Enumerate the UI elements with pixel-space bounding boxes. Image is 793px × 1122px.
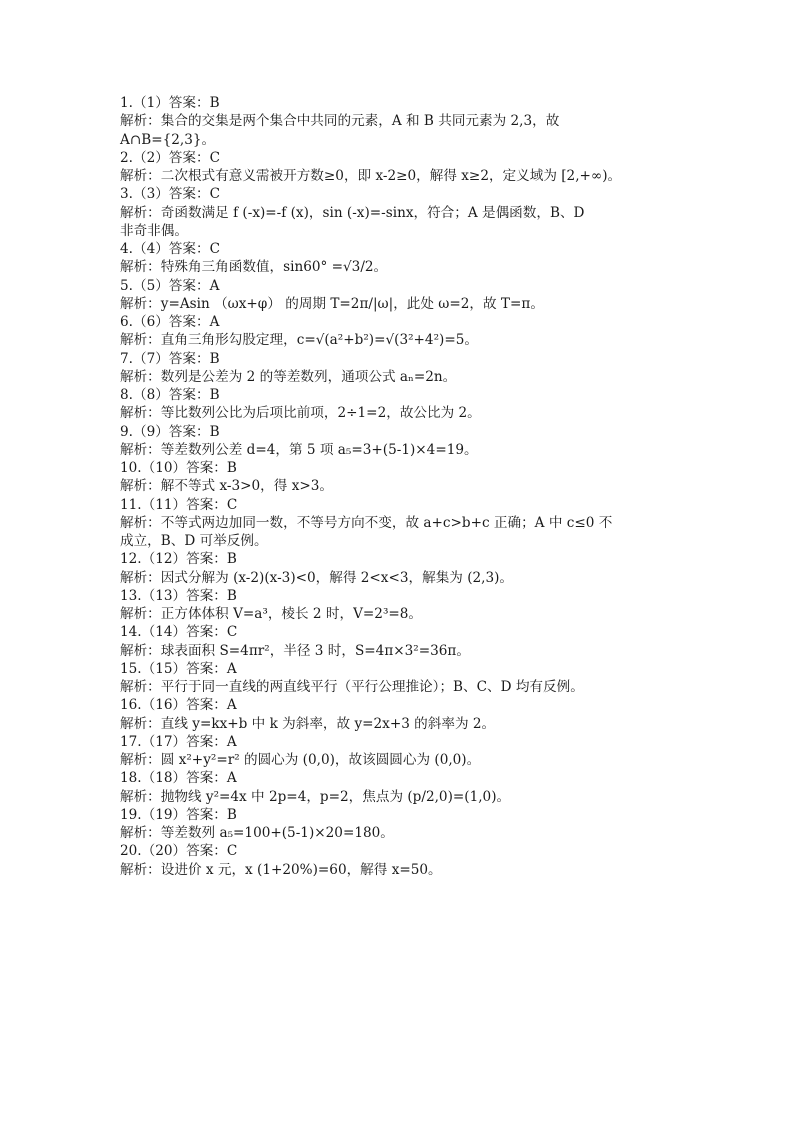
answer-header: 11.（11）答案：C (120, 496, 238, 513)
explanation-line: 解析：球表面积 S=4πr²，半径 3 时，S=4π×3²=36π。 (120, 642, 470, 659)
explanation-line: 解析：设进价 x 元，x (1+20%)=60，解得 x=50。 (120, 861, 442, 878)
explanation-line: 非奇非偶。 (120, 222, 188, 239)
answer-item (120, 587, 680, 624)
explanation-line: 解析：数列是公差为 2 的等差数列，通项公式 aₙ=2n。 (120, 368, 457, 385)
answer-item (120, 842, 680, 879)
explanation-line: 解析：等差数列 a₅=100+(5-1)×20=180。 (120, 825, 394, 841)
explanation-line: 解析：因式分解为 (x-2)(x-3)<0，解得 2<x<3，解集为 (2,3)。 (120, 569, 514, 586)
answer-header: 4.（4）答案：C (120, 241, 220, 257)
answer-header: 5.（5）答案：A (120, 277, 220, 294)
answer-header: 20.（20）答案：C (120, 843, 238, 860)
explanation-line: 解析：正方体体积 V=a³，棱长 2 时，V=2³=8。 (120, 606, 423, 622)
answer-header: 2.（2）答案：C (120, 149, 220, 166)
answer-item (120, 94, 680, 149)
answer-item (120, 149, 680, 186)
answer-item (120, 660, 680, 697)
answer-header: 6.（6）答案：A (120, 314, 220, 330)
answer-header: 13.（13）答案：B (120, 587, 237, 604)
answer-item (120, 459, 680, 496)
answer-header: 14.（14）答案：C (120, 624, 238, 641)
answer-item (120, 313, 680, 350)
answer-item (120, 696, 680, 733)
explanation-line: 解析：y=Asin （ωx+φ） 的周期 T=2π/|ω|，此处 ω=2，故 T=π。 (120, 295, 544, 312)
answer-item (120, 496, 680, 551)
answer-item (120, 806, 680, 843)
explanation-line: 解析：特殊角三角函数值，sin60° =√3/2。 (120, 259, 388, 276)
explanation-line: 解析：集合的交集是两个集合中共同的元素，A 和 B 共同元素为 2,3，故 (120, 113, 560, 130)
explanation-line: 解析：直角三角形勾股定理，c=√(a²+b²)=√(3²+4²)=5。 (120, 332, 478, 349)
explanation-line: A∩B={2,3}。 (120, 131, 216, 148)
explanation-line: 解析：二次根式有意义需被开方数≥0，即 x-2≥0，解得 x≥2，定义域为 [2,+∞)。 (120, 168, 622, 184)
answer-item (120, 386, 680, 423)
explanation-line: 成立，B、D 可举反例。 (120, 533, 268, 549)
answer-header: 18.（18）答案：A (120, 770, 237, 787)
answer-item (120, 769, 680, 806)
answer-item (120, 550, 680, 587)
explanation-line: 解析：直线 y=kx+b 中 k 为斜率，故 y=2x+3 的斜率为 2。 (120, 715, 496, 732)
answer-item (120, 240, 680, 277)
answer-item (120, 623, 680, 660)
answer-header: 12.（12）答案：B (120, 551, 237, 568)
explanation-line: 解析：圆 x²+y²=r² 的圆心为 (0,0)，故该圆圆心为 (0,0)。 (120, 752, 481, 768)
answer-header: 1.（1）答案：B (120, 95, 220, 111)
explanation-line: 解析：等比数列公比为后项比前项，2÷1=2，故公比为 2。 (120, 405, 481, 422)
answer-header: 9.（9）答案：B (120, 423, 220, 440)
answer-header: 10.（10）答案：B (120, 460, 237, 476)
answer-header: 15.（15）答案：A (120, 660, 237, 677)
answer-header: 17.（17）答案：A (120, 733, 237, 750)
explanation-line: 解析：抛物线 y²=4x 中 2p=4，p=2，焦点为 (p/2,0)=(1,0)。 (120, 788, 511, 805)
answer-item (120, 733, 680, 770)
explanation-line: 解析：解不等式 x-3>0，得 x>3。 (120, 478, 333, 495)
explanation-line: 解析：平行于同一直线的两直线平行（平行公理推论）；B、C、D 均有反例。 (120, 679, 584, 695)
answer-item (120, 423, 680, 460)
answer-header: 7.（7）答案：B (120, 350, 220, 367)
answer-header: 3.（3）答案：C (120, 186, 220, 203)
answer-header: 8.（8）答案：B (120, 387, 220, 403)
answer-header: 19.（19）答案：B (120, 806, 237, 823)
answer-header: 16.（16）答案：A (120, 697, 237, 714)
explanation-line: 解析：等差数列公差 d=4，第 5 项 a₅=3+(5-1)×4=19。 (120, 441, 478, 458)
explanation-line: 解析：奇函数满足 f (-x)=-f (x)，sin (-x)=-sinx，符合；A 是偶函数，B、D (120, 204, 585, 221)
answer-item (120, 185, 680, 240)
answer-item (120, 277, 680, 314)
answer-document (120, 94, 680, 879)
explanation-line: 解析：不等式两边加同一数，不等号方向不变，故 a+c>b+c 正确；A 中 c≤0 不 (120, 514, 613, 531)
answer-item (120, 350, 680, 387)
